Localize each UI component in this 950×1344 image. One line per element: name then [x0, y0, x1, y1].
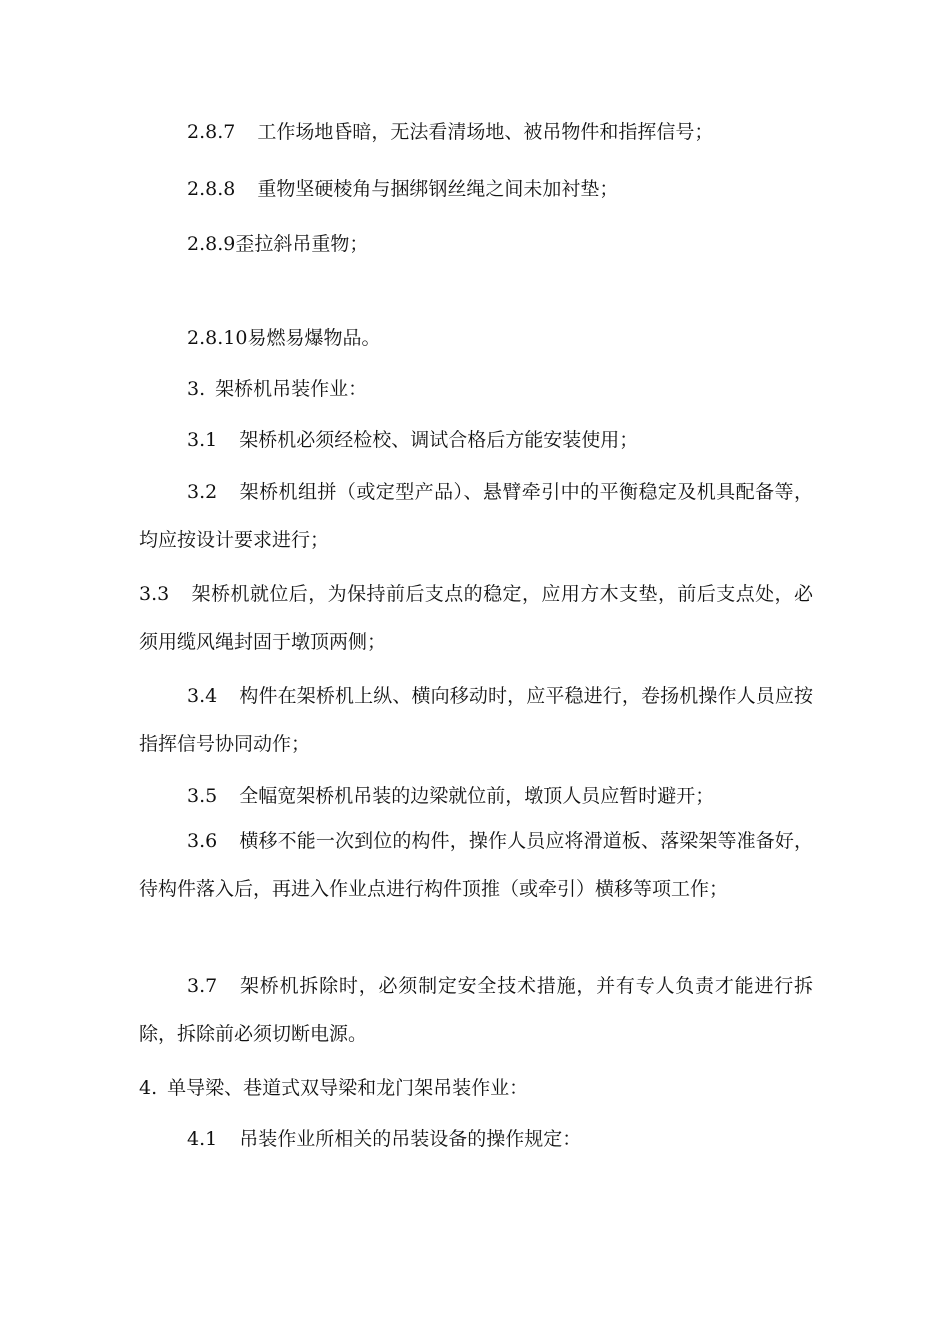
- clause-text: 歪拉斜吊重物；: [235, 233, 369, 255]
- clause-number: 2.8.10: [187, 327, 248, 349]
- clause-text: 重物坚硬棱角与捆绑钢丝绳之间未加衬垫；: [257, 178, 619, 200]
- clause-text: 架桥机组拼（或定型产品）、悬臂牵引中的平衡稳定及机具配备等，均应按设计要求进行；: [139, 481, 813, 551]
- paragraph-3-2: [139, 468, 813, 564]
- paragraph-3-7: [139, 962, 813, 1058]
- paragraph-3-4: [139, 672, 813, 768]
- section-heading-4: [139, 1064, 813, 1112]
- paragraph-3-6: [139, 817, 813, 913]
- paragraph-2-8-10: [139, 314, 813, 362]
- clause-number: 2.8.9: [187, 233, 236, 255]
- clause-text: 吊装作业所相关的吊装设备的操作规定：: [239, 1128, 582, 1150]
- clause-number: 3.2: [187, 481, 218, 503]
- clause-number: 3.4: [187, 685, 218, 707]
- paragraph-2-8-7: [139, 108, 813, 156]
- clause-text: 易燃易爆物品。: [247, 327, 381, 349]
- clause-number: 2.8.8: [187, 178, 236, 200]
- section-title: 单导梁、巷道式双导梁和龙门架吊装作业：: [167, 1077, 529, 1099]
- clause-number: 3.3: [139, 583, 170, 605]
- clause-number: 3.1: [187, 429, 218, 451]
- clause-text: 架桥机拆除时，必须制定安全技术措施，并有专人负责才能进行拆除，拆除前必须切断电源。: [139, 975, 813, 1045]
- section-title: 架桥机吊装作业：: [215, 378, 368, 400]
- section-heading-3: [139, 365, 813, 413]
- clause-text: 构件在架桥机上纵、横向移动时，应平稳进行，卷扬机操作人员应按指挥信号协同动作；: [139, 685, 813, 755]
- section-number: 3.: [187, 378, 206, 400]
- clause-number: 3.5: [187, 785, 218, 807]
- clause-number: 3.7: [187, 975, 218, 997]
- clause-text: 全幅宽架桥机吊装的边梁就位前，墩顶人员应暂时避开；: [239, 785, 715, 807]
- section-number: 4.: [139, 1077, 158, 1099]
- paragraph-3-1: [139, 416, 813, 464]
- clause-text: 工作场地昏暗，无法看清场地、被吊物件和指挥信号；: [257, 121, 714, 143]
- paragraph-4-1: [139, 1115, 813, 1163]
- clause-number: 2.8.7: [187, 121, 236, 143]
- clause-number: 3.6: [187, 830, 218, 852]
- clause-text: 架桥机必须经检校、调试合格后方能安装使用；: [239, 429, 639, 451]
- paragraph-2-8-9: [139, 220, 813, 268]
- clause-text: 横移不能一次到位的构件，操作人员应将滑道板、落梁架等准备好，待构件落入后，再进入作业点进行构件顶推（或牵引）横移等项工作；: [139, 830, 813, 900]
- paragraph-2-8-8: [139, 165, 813, 213]
- paragraph-3-5: [139, 772, 813, 820]
- paragraph-3-3: [139, 570, 813, 666]
- clause-text: 架桥机就位后，为保持前后支点的稳定，应用方木支垫，前后支点处，必须用缆风绳封固于墩顶两侧；: [139, 583, 813, 653]
- clause-number: 4.1: [187, 1128, 218, 1150]
